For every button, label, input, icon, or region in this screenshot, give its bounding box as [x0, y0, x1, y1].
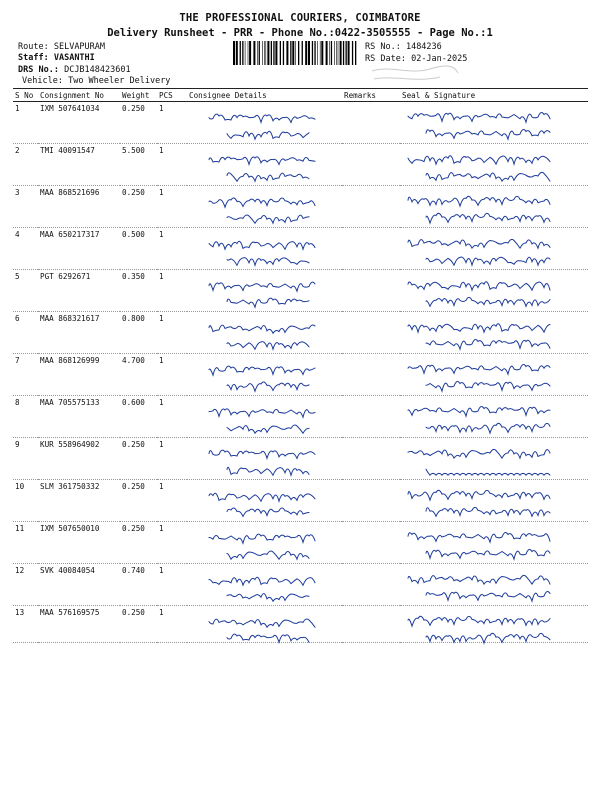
- handwriting-scribble: [406, 106, 556, 140]
- weight-value: 0.250: [120, 606, 157, 643]
- consignee-details: [187, 144, 342, 186]
- seal-signature: [400, 396, 588, 438]
- handwriting-scribble: [406, 358, 556, 392]
- rs-no-value: 1484236: [405, 42, 442, 52]
- serial-number: 13: [13, 606, 38, 643]
- weight-value: 4.700: [120, 354, 157, 396]
- serial-number: 9: [13, 438, 38, 480]
- consignee-details: [187, 312, 342, 354]
- rs-date-value: 02-Jan-2025: [411, 54, 468, 64]
- handwriting-scribble: [207, 486, 317, 518]
- table-row: [13, 312, 588, 354]
- rs-no-label: RS No.:: [365, 42, 401, 52]
- consignee-details: [187, 396, 342, 438]
- consignment-number: IXM 507650010: [38, 522, 120, 564]
- consignment-number: MAA 576169575: [38, 606, 120, 643]
- remarks-cell: [342, 480, 400, 522]
- consignment-number: MAA 868521696: [38, 186, 120, 228]
- consignee-details: [187, 438, 342, 480]
- table-row: [13, 228, 588, 270]
- consignee-details: [187, 228, 342, 270]
- table-row: [13, 270, 588, 312]
- pcs-value: 1: [157, 144, 187, 186]
- serial-number: 5: [13, 270, 38, 312]
- col-header-sno: S No: [13, 89, 38, 102]
- serial-number: 2: [13, 144, 38, 186]
- table-row: [13, 186, 588, 228]
- route-label: Route:: [18, 42, 49, 52]
- seal-signature: [400, 522, 588, 564]
- delivery-table: [13, 88, 588, 643]
- weight-value: 0.250: [120, 438, 157, 480]
- staff-line: [18, 52, 95, 64]
- drs-label: DRS No.:: [18, 65, 59, 75]
- serial-number: 6: [13, 312, 38, 354]
- pcs-value: 1: [157, 354, 187, 396]
- handwriting-scribble: [207, 612, 317, 644]
- serial-number: 10: [13, 480, 38, 522]
- route-value: SELVAPURAM: [53, 42, 106, 52]
- pcs-value: 1: [157, 270, 187, 312]
- consignment-number: TMI 40091547: [38, 144, 120, 186]
- remarks-cell: [342, 102, 400, 144]
- vehicle-line: [22, 75, 170, 87]
- vehicle-value: Two Wheeler Delivery: [68, 76, 171, 86]
- pcs-value: 1: [157, 438, 187, 480]
- weight-value: 5.500: [120, 144, 157, 186]
- table-row: [13, 564, 588, 606]
- seal-signature: [400, 186, 588, 228]
- pcs-value: 1: [157, 102, 187, 144]
- consignee-details: [187, 102, 342, 144]
- remarks-cell: [342, 564, 400, 606]
- consignee-details: [187, 522, 342, 564]
- consignment-number: PGT 6292671: [38, 270, 120, 312]
- handwriting-scribble: [207, 108, 317, 140]
- consignee-details: [187, 270, 342, 312]
- pcs-value: 1: [157, 312, 187, 354]
- barcode: [233, 41, 358, 65]
- seal-signature: [400, 606, 588, 643]
- seal-signature: [400, 102, 588, 144]
- table-row: [13, 480, 588, 522]
- pcs-value: 1: [157, 522, 187, 564]
- handwriting-scribble: [207, 402, 317, 434]
- handwriting-scribble: [207, 318, 317, 350]
- consignment-number: SLM 361750332: [38, 480, 120, 522]
- handwriting-scribble: [207, 192, 317, 224]
- serial-number: 3: [13, 186, 38, 228]
- seal-signature: [400, 312, 588, 354]
- col-header-consignee: Consignee Details: [187, 89, 342, 102]
- rs-no-line: [365, 41, 442, 53]
- table-row: [13, 102, 588, 144]
- handwriting-scribble: [406, 400, 556, 434]
- serial-number: 1: [13, 102, 38, 144]
- consignee-details: [187, 606, 342, 643]
- weight-value: 0.250: [120, 480, 157, 522]
- company-title: THE PROFESSIONAL COURIERS, COIMBATORE: [179, 12, 421, 24]
- pcs-value: 1: [157, 186, 187, 228]
- remarks-cell: [342, 606, 400, 643]
- consignment-number: MAA 868321617: [38, 312, 120, 354]
- seal-signature: [400, 228, 588, 270]
- col-header-consignment: Consignment No: [38, 89, 120, 102]
- table-row: [13, 354, 588, 396]
- seal-signature: [400, 564, 588, 606]
- drs-value: DCJB148423601: [64, 65, 131, 75]
- table-row: [13, 438, 588, 480]
- handwriting-scribble: [207, 150, 317, 182]
- runsheet-subtitle: Delivery Runsheet - PRR - Phone No.:0422-3505555 - Page No.:1: [107, 27, 493, 39]
- handwriting-scribble: [406, 568, 556, 602]
- remarks-cell: [342, 144, 400, 186]
- consignment-number: SVK 40084054: [38, 564, 120, 606]
- consignment-number: MAA 868126999: [38, 354, 120, 396]
- pcs-value: 1: [157, 396, 187, 438]
- serial-number: 7: [13, 354, 38, 396]
- consignment-number: KUR 558964902: [38, 438, 120, 480]
- weight-value: 0.740: [120, 564, 157, 606]
- handwriting-scribble: [207, 528, 317, 560]
- handwriting-scribble: [207, 360, 317, 392]
- handwriting-scribble: [406, 190, 556, 224]
- consignment-number: MAA 650217317: [38, 228, 120, 270]
- pcs-value: 1: [157, 480, 187, 522]
- consignee-details: [187, 186, 342, 228]
- consignment-number: IXM 507641034: [38, 102, 120, 144]
- weight-value: 0.350: [120, 270, 157, 312]
- col-header-signature: Seal & Signature: [400, 89, 588, 102]
- remarks-cell: [342, 522, 400, 564]
- rs-date-label: RS Date:: [365, 54, 406, 64]
- serial-number: 12: [13, 564, 38, 606]
- remarks-cell: [342, 312, 400, 354]
- faint-stamp: [370, 63, 460, 85]
- pcs-value: 1: [157, 606, 187, 643]
- handwriting-scribble: [207, 570, 317, 602]
- remarks-cell: [342, 354, 400, 396]
- seal-signature: [400, 144, 588, 186]
- weight-value: 0.250: [120, 522, 157, 564]
- handwriting-scribble: [406, 148, 556, 182]
- staff-value: VASANTHI: [53, 53, 95, 63]
- remarks-cell: [342, 396, 400, 438]
- consignment-number: MAA 705575133: [38, 396, 120, 438]
- serial-number: 4: [13, 228, 38, 270]
- handwriting-scribble: [207, 444, 317, 476]
- handwriting-scribble: [406, 484, 556, 518]
- seal-signature: [400, 438, 588, 480]
- weight-value: 0.800: [120, 312, 157, 354]
- consignee-details: [187, 564, 342, 606]
- seal-signature: [400, 354, 588, 396]
- handwriting-scribble: [406, 316, 556, 350]
- consignee-details: [187, 354, 342, 396]
- remarks-cell: [342, 438, 400, 480]
- handwriting-scribble: [406, 232, 556, 266]
- pcs-value: 1: [157, 564, 187, 606]
- remarks-cell: [342, 228, 400, 270]
- handwriting-scribble: [406, 442, 556, 476]
- table-row: [13, 606, 588, 643]
- handwriting-scribble: [406, 610, 556, 644]
- table-row: [13, 144, 588, 186]
- table-row: [13, 522, 588, 564]
- handwriting-scribble: [406, 526, 556, 560]
- serial-number: 11: [13, 522, 38, 564]
- col-header-pcs: PCS: [157, 89, 187, 102]
- pcs-value: 1: [157, 228, 187, 270]
- remarks-cell: [342, 270, 400, 312]
- handwriting-scribble: [207, 276, 317, 308]
- consignee-details: [187, 480, 342, 522]
- handwriting-scribble: [406, 274, 556, 308]
- remarks-cell: [342, 186, 400, 228]
- table-header-row: [13, 89, 588, 102]
- weight-value: 0.250: [120, 102, 157, 144]
- table-row: [13, 396, 588, 438]
- serial-number: 8: [13, 396, 38, 438]
- weight-value: 0.500: [120, 228, 157, 270]
- seal-signature: [400, 480, 588, 522]
- seal-signature: [400, 270, 588, 312]
- handwriting-scribble: [207, 234, 317, 266]
- col-header-weight: Weight: [120, 89, 157, 102]
- staff-label: Staff:: [18, 53, 49, 63]
- vehicle-label: Vehicle:: [22, 76, 63, 86]
- weight-value: 0.250: [120, 186, 157, 228]
- weight-value: 0.600: [120, 396, 157, 438]
- col-header-remarks: Remarks: [342, 89, 400, 102]
